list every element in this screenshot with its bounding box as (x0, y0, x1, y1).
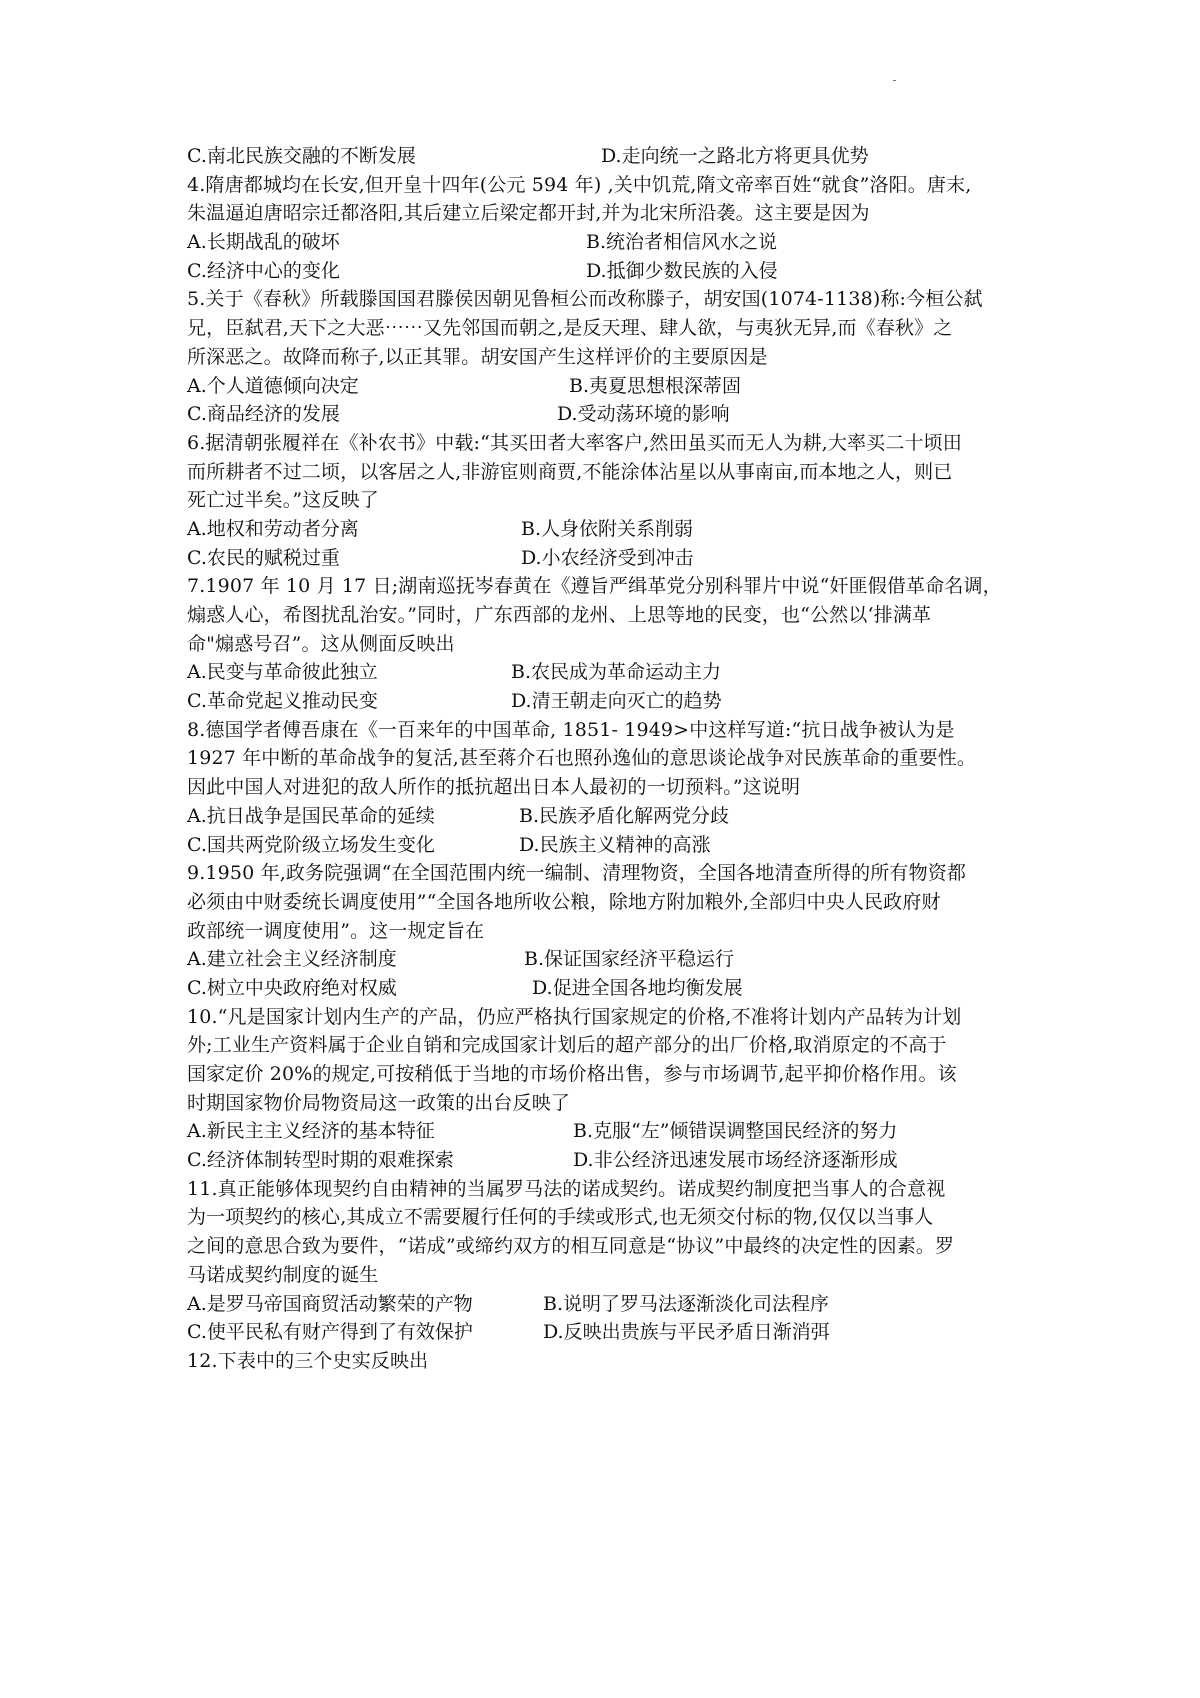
q11-option-b[interactable]: B.说明了罗马法逐渐淡化司法程序 (543, 1292, 830, 1315)
q7-options-row-2 (187, 687, 1037, 716)
q6-option-d[interactable]: D.小农经济受到冲击 (521, 546, 694, 569)
q6-option-a[interactable]: A.地权和劳动者分离 (187, 517, 359, 540)
q8-stem-line: 8.德国学者傅吾康在《一百来年的中国革命, 1851- 1949>中这样写道:“抗日战争被认为是 (187, 718, 955, 741)
q9-option-b[interactable]: B.保证国家经济平稳运行 (524, 948, 735, 971)
q9-option-d[interactable]: D.促进全国各地均衡发展 (532, 976, 743, 999)
q9-options-row-1 (187, 945, 1037, 974)
q5-stem-line: 兄，臣弑君,天下之大恶⋯⋯又先邻国而朝之,是反天理、肆人欲，与夷狄无异,而《春秋》之 (187, 317, 953, 340)
q6-options-row-1 (187, 515, 1037, 544)
q5-options-row-1 (187, 372, 1037, 401)
q4-option-b[interactable]: B.统治者相信风水之说 (586, 231, 778, 254)
question-5 (187, 285, 1037, 428)
q8-stem-line: 因此中国人对进犯的敌人所作的抵抗超出日本人最初的一切预料。”这说明 (187, 776, 801, 799)
q7-stem-line: 煽惑人心，希图扰乱治安。”同时，广东西部的龙州、上思等地的民变，也“公然以‘排满革 (187, 604, 932, 626)
q4-stem-line: 4.隋唐都城均在长安,但开皇十四年(公元 594 年) ,关中饥荒,隋文帝率百姓“就食”洛阳。唐末, (187, 173, 972, 196)
q11-stem-line: 马诺成契约制度的诞生 (187, 1263, 379, 1286)
q10-options-row-1 (187, 1117, 1037, 1146)
q9-option-c[interactable]: C.树立中央政府绝对权威 (187, 976, 397, 999)
q5-option-d[interactable]: D.受动荡环境的影响 (557, 403, 730, 426)
q10-option-b[interactable]: B.克服“左”倾错误调整国民经济的努力 (573, 1120, 898, 1143)
q10-option-c[interactable]: C.经济体制转型时期的艰难探索 (187, 1149, 454, 1172)
q6-stem-line: 而所耕者不过二顷，以客居之人,非游宦则商贾,不能涂体沾星以从事南亩,而本地之人，则已 (187, 460, 953, 483)
q4-options-row-2 (187, 257, 1037, 286)
question-6 (187, 429, 1037, 572)
q4-option-d[interactable]: D.抵御少数民族的入侵 (586, 259, 778, 282)
q5-options-row-2 (187, 400, 1037, 429)
q8-options-row-1 (187, 802, 1037, 831)
q4-option-a[interactable]: A.长期战乱的破坏 (187, 231, 340, 254)
q9-stem-line: 必须由中财委统长调度使用”“全国各地所收公粮，除地方附加粮外,全部归中央人民政府财 (187, 890, 941, 913)
q8-option-d[interactable]: D.民族主义精神的高涨 (519, 833, 711, 856)
q7-options-row-1 (187, 658, 1037, 687)
q11-option-d[interactable]: D.反映出贵族与平民矛盾日渐消弭 (543, 1321, 830, 1344)
q6-stem-line: 6.据清朝张履祥在《补农书》中载:“其买田者大率客户,然田虽买而无人为耕,大率买二十顷田 (187, 431, 962, 454)
q10-stem-line: 时期国家物价局物资局这一政策的出台反映了 (187, 1091, 571, 1114)
q11-option-a[interactable]: A.是罗马帝国商贸活动繁荣的产物 (187, 1292, 473, 1315)
q6-stem-line: 死亡过半矣。”这反映了 (187, 489, 379, 512)
question-4 (187, 171, 1037, 286)
q8-options-row-2 (187, 831, 1037, 860)
question-7 (187, 572, 1037, 715)
q3-option-d[interactable]: D.走向统一之路北方将更具优势 (601, 145, 869, 167)
question-12 (187, 1347, 1037, 1376)
q8-option-b[interactable]: B.民族矛盾化解两党分歧 (519, 804, 730, 827)
q9-options-row-2 (187, 974, 1037, 1003)
q5-option-b[interactable]: B.夷夏思想根深蒂固 (569, 374, 742, 397)
q5-option-a[interactable]: A.个人道德倾向决定 (187, 374, 359, 397)
q7-stem-line: 命"煽惑号召”。这从侧面反映出 (187, 632, 455, 655)
q11-stem-line: 11.真正能够体现契约自由精神的当属罗马法的诺成契约。诺成契约制度把当事人的合意视 (187, 1177, 946, 1200)
q10-option-d[interactable]: D.非公经济迅速发展市场经济逐渐形成 (573, 1149, 898, 1172)
question-9 (187, 859, 1037, 1002)
q4-options-row-1 (187, 228, 1037, 257)
q3-option-c[interactable]: C.南北民族交融的不断发展 (187, 145, 416, 167)
q6-option-b[interactable]: B.人身依附关系削弱 (521, 517, 694, 540)
q10-stem-line: 10.“凡是国家计划内生产的产品，仍应严格执行国家规定的价格,不准将计划内产品转为计划 (187, 1005, 962, 1028)
q6-option-c[interactable]: C.农民的赋税过重 (187, 546, 340, 569)
q7-stem-line: 7.1907 年 10 月 17 日;湖南巡抚岑春黄在《遵旨严缉革党分别科罪片中说“奸匪假借革命名调， (187, 575, 1002, 598)
question-list (187, 142, 1037, 1376)
q9-stem-line: 9.1950 年,政务院强调“在全国范围内统一编制、清理物资，全国各地清查所得的所有物资都 (187, 862, 967, 885)
q5-stem-line: 5.关于《春秋》所载滕国国君滕侯因朝见鲁桓公而改称滕子，胡安国(1074-1138)称:今桓公弑 (187, 288, 983, 311)
q8-stem-line: 1927 年中断的革命战争的复活,甚至蒋介石也照孙逸仙的意思谈论战争对民族革命的重要性。 (187, 747, 977, 770)
q11-options-row-2 (187, 1318, 1037, 1347)
q10-options-row-2 (187, 1146, 1037, 1175)
q9-stem-line: 政部统一调度使用”。这一规定旨在 (187, 919, 485, 942)
q11-stem-line: 为一项契约的核心,其成立不需要履行任何的手续或形式,也无须交付标的物,仅仅以当事人 (187, 1206, 934, 1229)
q4-option-c[interactable]: C.经济中心的变化 (187, 259, 340, 282)
q7-option-d[interactable]: D.清王朝走向灭亡的趋势 (511, 690, 722, 713)
q11-option-c[interactable]: C.使平民私有财产得到了有效保护 (187, 1321, 473, 1344)
q3-options-row-2 (187, 142, 1037, 171)
q7-option-c[interactable]: C.革命党起义推动民变 (187, 690, 378, 713)
q6-options-row-2 (187, 544, 1037, 573)
q10-stem-line: 外;工业生产资料属于企业自销和完成国家计划后的超产部分的出厂价格,取消原定的不高于 (187, 1034, 947, 1057)
q8-option-a[interactable]: A.抗日战争是国民革命的延续 (187, 804, 435, 827)
question-11 (187, 1175, 1037, 1347)
q7-option-a[interactable]: A.民变与革命彼此独立 (187, 661, 378, 684)
q5-option-c[interactable]: C.商品经济的发展 (187, 403, 340, 426)
q11-stem-line: 之间的意思合致为要件，“诺成”或缔约双方的相互同意是“协议”中最终的决定性的因素。罗 (187, 1235, 955, 1258)
q5-stem-line: 所深恶之。故降而称子,以正其罪。胡安国产生这样评价的主要原因是 (187, 345, 768, 368)
q7-option-b[interactable]: B.农民成为革命运动主力 (511, 661, 722, 684)
q11-options-row-1 (187, 1290, 1037, 1319)
q4-stem-line: 朱温逼迫唐昭宗迁都洛阳,其后建立后梁定都开封,并为北宋所沿袭。这主要是因为 (187, 202, 870, 225)
q10-stem-line: 国家定价 20%的规定,可按稍低于当地的市场价格出售，参与市场调节,起平抑价格作用。该 (187, 1063, 957, 1085)
q9-option-a[interactable]: A.建立社会主义经济制度 (187, 948, 397, 971)
q10-option-a[interactable]: A.新民主主义经济的基本特征 (187, 1120, 435, 1143)
scan-speck (893, 80, 896, 81)
q8-option-c[interactable]: C.国共两党阶级立场发生变化 (187, 833, 435, 856)
question-8 (187, 716, 1037, 859)
question-10 (187, 1003, 1037, 1175)
q12-stem-line: 12.下表中的三个史实反映出 (187, 1349, 429, 1372)
